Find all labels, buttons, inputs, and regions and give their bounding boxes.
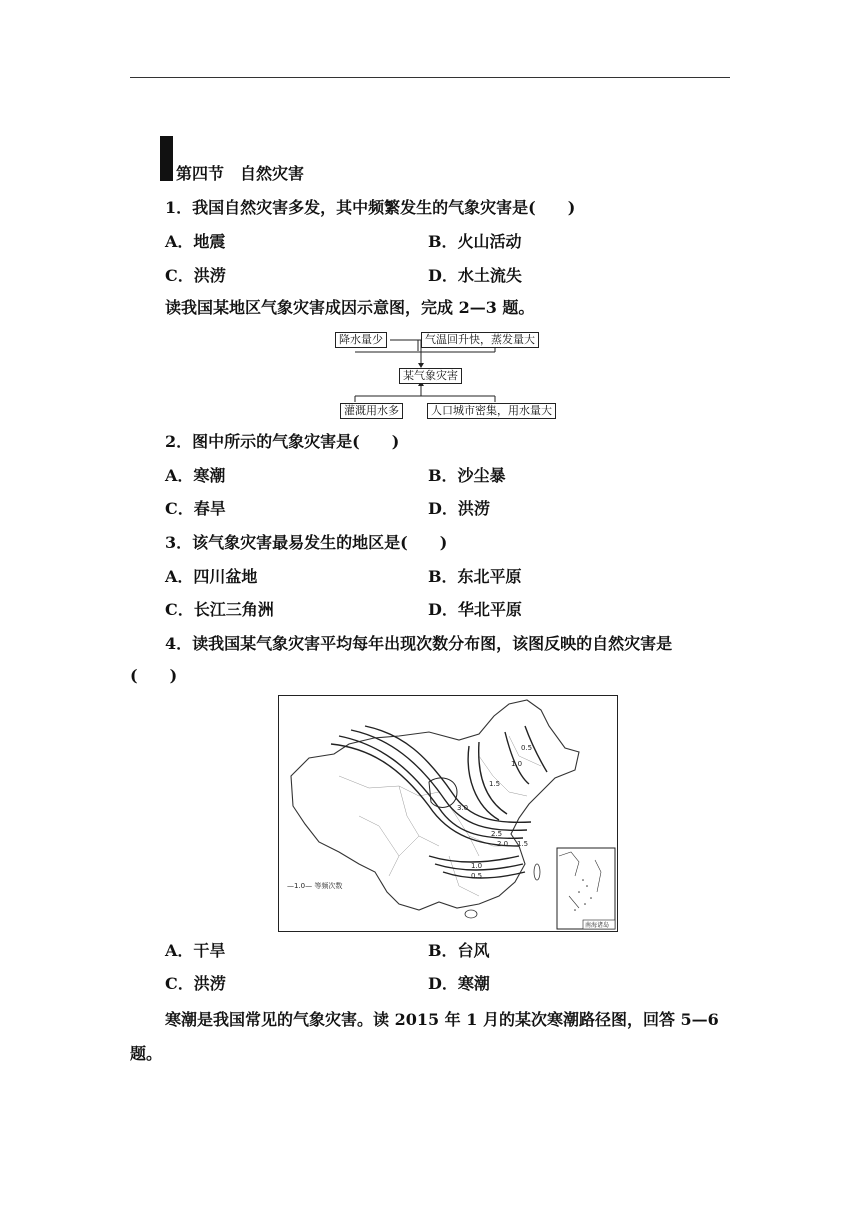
q3-stem: 3．该气象灾害最易发生的地区是( ): [165, 533, 448, 552]
q4-stem-line1: 4．读我国某气象灾害平均每年出现次数分布图，该图反映的自然灾害是: [165, 634, 673, 653]
section-title: 第四节 自然灾害: [176, 164, 305, 183]
contour-label-1-5-north: 1.5: [489, 780, 501, 788]
q2-stem: 2．图中所示的气象灾害是( ): [165, 432, 400, 451]
contour-label-2-5: 2.5: [491, 830, 503, 838]
q3-option-a: A．四川盆地: [165, 567, 258, 586]
contour-label-1-0-north: 1.0: [511, 760, 523, 768]
q3-option-c: C．长江三角洲: [165, 600, 274, 619]
q4-option-a: A．干旱: [165, 941, 226, 960]
flow-box-fast-warming: 气温回升快，蒸发量大: [421, 332, 539, 348]
intro-5-6-line1: 寒潮是我国常见的气象灾害。读 2015 年 1 月的某次寒潮路径图，回答 5—6: [165, 1010, 719, 1029]
q3-option-b: B．东北平原: [428, 567, 522, 586]
china-disaster-frequency-map: [278, 695, 618, 932]
q1-option-b: B．火山活动: [428, 232, 522, 251]
contour-label-2-0: 2.0: [497, 840, 509, 848]
flow-box-urban-population: 人口城市密集，用水量大: [427, 403, 556, 419]
q1-option-d: D．水土流失: [428, 266, 522, 285]
q2-option-b: B．沙尘暴: [428, 466, 506, 485]
flowchart: [335, 330, 552, 420]
q1-stem: 1．我国自然灾害多发，其中频繁发生的气象灾害是( ): [165, 198, 576, 217]
contour-label-1-0-south: 1.0: [471, 862, 483, 870]
taiwan-island: [534, 864, 540, 880]
q2-option-d: D．洪涝: [428, 499, 490, 518]
hainan-island: [465, 910, 477, 918]
map-legend: —1.0— 等频次数: [287, 882, 343, 890]
q1-option-c: C．洪涝: [165, 266, 226, 285]
flow-box-irrigation: 灌溉用水多: [340, 403, 403, 419]
q3-option-d: D．华北平原: [428, 600, 522, 619]
inset-label: 南海诸岛: [585, 922, 610, 929]
map-graphic: [279, 696, 617, 931]
contour-label-1-5-south: 1.5: [517, 840, 529, 848]
contour-label-0-5-north: 0.5: [521, 744, 533, 752]
q4-option-d: D．寒潮: [428, 974, 490, 993]
q2-option-a: A．寒潮: [165, 466, 226, 485]
south-china-sea-inset: [557, 848, 615, 929]
q4-stem-line2: ( ): [130, 666, 178, 685]
flow-box-disaster: 某气象灾害: [399, 368, 462, 384]
header-rule: [130, 77, 730, 78]
q4-option-b: B．台风: [428, 941, 490, 960]
q2-option-c: C．春旱: [165, 499, 226, 518]
contour-label-3-0: 3.0: [457, 804, 469, 812]
section-marker-bar: [160, 136, 173, 181]
flow-box-low-precipitation: 降水量少: [335, 332, 387, 348]
q4-option-c: C．洪涝: [165, 974, 226, 993]
intro-2-3: 读我国某地区气象灾害成因示意图，完成 2—3 题。: [165, 298, 535, 317]
intro-5-6-line2: 题。: [130, 1044, 163, 1063]
contour-label-0-5-south: 0.5: [471, 872, 483, 880]
q1-option-a: A．地震: [165, 232, 226, 251]
